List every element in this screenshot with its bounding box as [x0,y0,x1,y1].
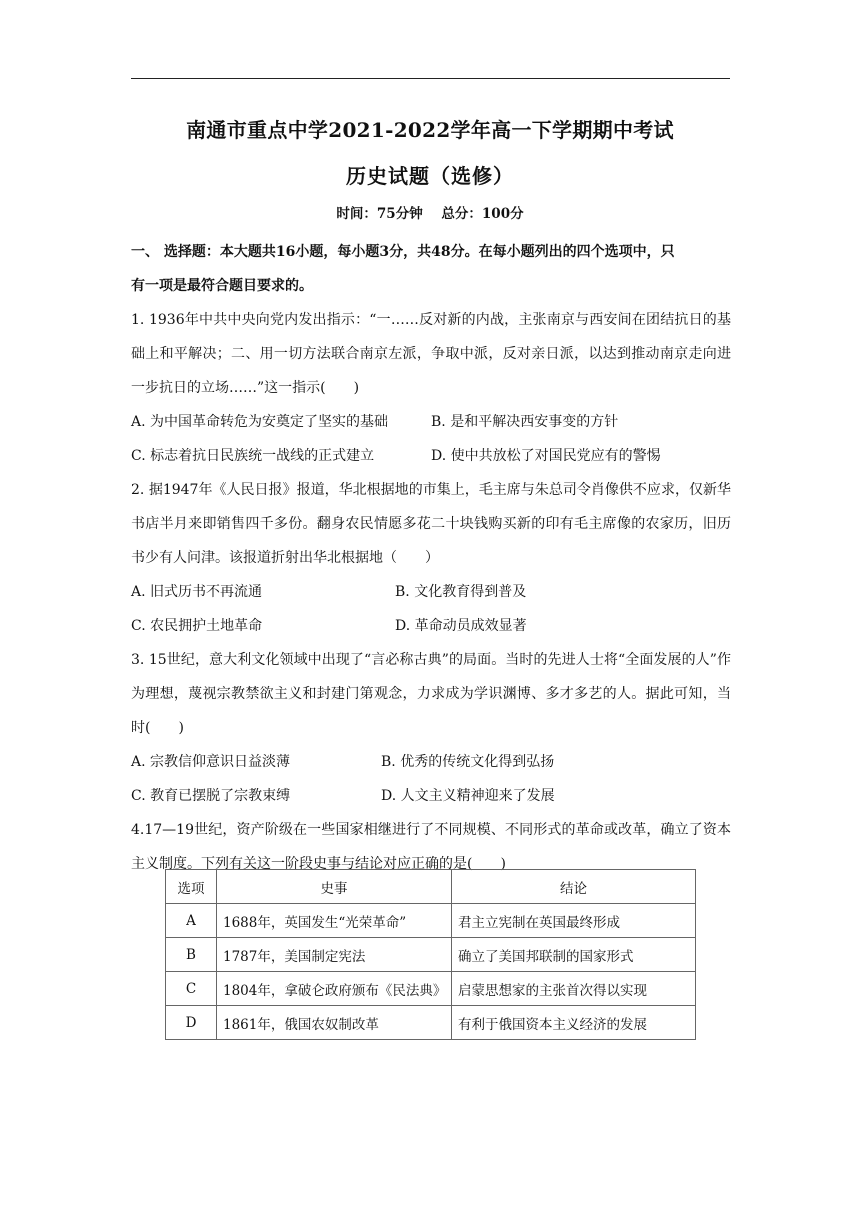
table-header-conclusion: 结论 [452,870,696,904]
question-2-option-d: D. 革命动员成效显著 [395,618,527,634]
question-3-stem: 3. 15世纪，意大利文化领域中出现了“言必称古典”的局面。当时的先进人士将“全面发展的人”作为理想，蔑视宗教禁欲主义和封建门第观念，力求成为学识渊博、多才多艺的人。据此可知，当时( ) [131,652,731,736]
table-cell-option: A [166,904,217,938]
question-2-option-a: A. 旧式历书不再流通 [131,584,263,600]
question-1-option-a: A. 为中国革命转危为安奠定了坚实的基础 [131,414,389,430]
table-cell-option: B [166,938,217,972]
header-rule [131,78,730,79]
table-header-option: 选项 [166,870,217,904]
table-row [166,938,696,972]
table-cell-event: 1787年，美国制定宪法 [217,938,452,972]
table-row [166,1006,696,1040]
question-3-options-row1 [131,745,731,779]
table-cell-conclusion: 确立了美国邦联制的国家形式 [452,938,696,972]
exam-body [131,235,731,881]
question-3-option-d: D. 人文主义精神迎来了发展 [381,788,555,804]
question-3-option-b: B. 优秀的传统文化得到弘扬 [381,754,555,770]
table-row [166,972,696,1006]
exam-score: 总分：100分 [441,206,524,222]
question-4-table [165,869,696,1040]
section-heading: 一、 选择题：本大题共16小题，每小题3分，共48分。在每小题列出的四个选项中，只 [131,244,675,260]
question-1-options-row1 [131,405,731,439]
exam-title: 南通市重点中学2021-2022学年高一下学期期中考试 [186,118,674,142]
exam-time: 时间：75分钟 [336,206,423,222]
question-3-option-c: C. 教育已摆脱了宗教束缚 [131,788,291,804]
table-cell-conclusion: 启蒙思想家的主张首次得以实现 [452,972,696,1006]
question-2-option-c: C. 农民拥护土地革命 [131,618,263,634]
exam-meta [0,202,860,222]
table-cell-event: 1688年，英国发生“光荣革命” [217,904,452,938]
table-cell-conclusion: 有利于俄国资本主义经济的发展 [452,1006,696,1040]
question-1-option-d: D. 使中共放松了对国民党应有的警惕 [431,448,661,464]
table-cell-conclusion: 君主立宪制在英国最终形成 [452,904,696,938]
section-heading-cont: 有一项是最符合题目要求的。 [131,278,313,294]
table-row [166,904,696,938]
question-3-option-a: A. 宗教信仰意识日益淡薄 [131,754,291,770]
question-3-options-row2 [131,779,731,813]
question-2-stem: 2. 据1947年《人民日报》报道，华北根据地的市集上，毛主席与朱总司令肖像供不应求，仅新华书店半月来即销售四千多份。翻身农民情愿多花二十块钱购买新的印有毛主席像的农家历，旧历书少有人问津。该报道折射出华北根据地（ ） [131,482,731,566]
question-1-option-c: C. 标志着抗日民族统一战线的正式建立 [131,448,375,464]
table-cell-option: C [166,972,217,1006]
table-cell-option: D [166,1006,217,1040]
question-4-stem: 4.17—19世纪，资产阶级在一些国家相继进行了不同规模、不同形式的革命或改革，确立了资本主义制度。下列有关这一阶段史事与结论对应正确的是( ) [131,822,731,872]
table-cell-event: 1804年，拿破仑政府颁布《民法典》 [217,972,452,1006]
question-2-options-row2 [131,609,731,643]
table-header-event: 史事 [217,870,452,904]
exam-subtitle: 历史试题（选修） [346,164,514,188]
table-cell-event: 1861年，俄国农奴制改革 [217,1006,452,1040]
question-2-options-row1 [131,575,731,609]
question-1-options-row2 [131,439,731,473]
table-header-row [166,870,696,904]
question-1-option-b: B. 是和平解决西安事变的方针 [431,414,619,430]
question-1-stem: 1. 1936年中共中央向党内发出指示：“一……反对新的内战，主张南京与西安间在团结抗日的基础上和平解决；二、用一切方法联合南京左派，争取中派，反对亲日派，以达到推动南京走向进一步抗日的立场……”这一指示( ) [131,312,731,396]
question-2-option-b: B. 文化教育得到普及 [395,584,527,600]
